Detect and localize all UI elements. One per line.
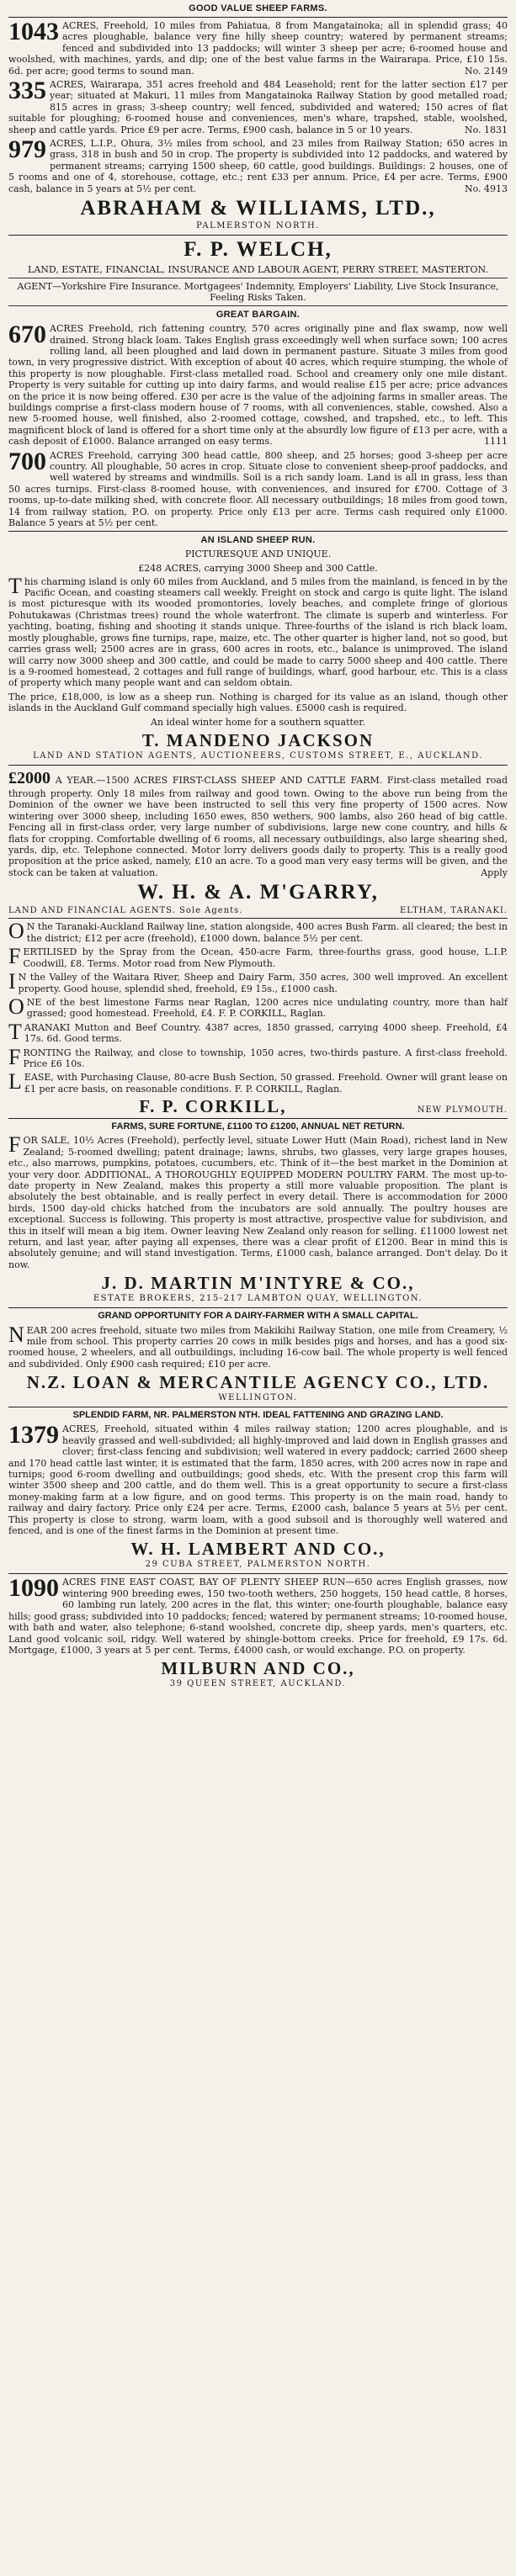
agency-agent-line: AGENT—Yorkshire Fire Insurance. Mortgagees' Indemnity, Employers' Liability, Live Stock Insurance, Feeling Risks Taken.	[17, 280, 499, 303]
section-subheading: PICTURESQUE AND UNIQUE.	[184, 549, 332, 560]
listing-ref: No. 1831	[464, 124, 508, 135]
listing	[8, 1019, 508, 1045]
listing	[8, 1423, 508, 1536]
section-heading: AN ISLAND SHEEP RUN.	[200, 535, 316, 546]
listing	[8, 1044, 508, 1070]
divider	[8, 1118, 508, 1119]
agency-name: F. P. CORKILL,	[139, 1096, 287, 1117]
listing	[8, 1322, 508, 1370]
section-heading: FARMS, SURE FORTUNE, £1100 TO £1200, ANNUAL NET RETURN.	[111, 1121, 405, 1132]
drop-cap: F	[8, 1044, 21, 1069]
listing-acres: 1090	[8, 1574, 59, 1603]
agency-description: LAND AND STATION AGENTS, AUCTIONEERS, CUSTOMS STREET, E., AUCKLAND.	[33, 750, 483, 761]
agency-description: ESTATE BROKERS, 215-217 LAMBTON QUAY, WELLINGTON.	[93, 1294, 423, 1304]
drop-cap: T	[8, 1019, 22, 1044]
section-heading: SPLENDID FARM, NR. PALMERSTON NTH. IDEAL FATTENING AND GRAZING LAND.	[72, 1410, 444, 1421]
listing	[8, 135, 508, 194]
section-welch	[8, 239, 508, 528]
agency-name: ABRAHAM & WILLIAMS, LTD.,	[80, 197, 436, 220]
listing-text: ACRES, Freehold, situated within 4 miles railway station; 1200 acres ploughable, and is heavily grassed and well-subdivided; all highly-improved and laid down in English grasses and clover; first-class fencing and subdivision; well watered in every paddock; carried 2600 sheep and 170 head cattle last winter, it is estimated that the farm, 1850 acres, with 200 acres now in rape and turnips; good 6-room dwelling and outbuildings; good sheds, etc. With the present crop this farm will winter 3500 sheep and 200 cattle, and do them well. This is a great opportunity to secure a first-class money-making farm at a low figure, and on good terms. This property is on the main road, handy to railway and dairy factory. Price only £24 per acre. Terms, £2000 cash, balance 5 years at 5½ per cent. This property is close to strong, warm loam, with a good subsoil and is thoroughly well watered and fenced, and is one of the finest farms in the Dominion at present time.	[8, 1423, 508, 1537]
listing	[8, 323, 508, 447]
divider	[8, 235, 508, 236]
listing-text: RONTING the Railway, and close to township, 1050 acres, two-thirds pasture. A first-class freehold. Price £6 10s.	[23, 1047, 508, 1069]
listing-text: NE of the best limestone Farms near Raglan, 1200 acres nice undulating country, more than half grassed; good homestead. Freehold, £4. F. P. CORKILL, Raglan.	[26, 996, 508, 1020]
agency-footer	[8, 906, 508, 915]
listing-acres: 1043	[8, 18, 59, 45]
drop-cap: O	[8, 919, 24, 944]
section-lambert	[8, 1410, 508, 1569]
divider	[8, 1307, 508, 1308]
listing	[8, 79, 508, 135]
classified-page	[0, 3, 516, 2576]
listing-ref: No. 2149	[464, 65, 508, 77]
listing	[8, 1574, 508, 1656]
section-heading: GOOD VALUE SHEEP FARMS.	[189, 3, 327, 13]
drop-cap: I	[8, 969, 16, 994]
listing-text: ACRES FINE EAST COAST, BAY OF PLENTY SHEEP RUN—650 acres English grasses, now wintering 900 breeding ewes, 150 two-tooth wethers, 250 hoggets, 150 head cattle, 8 horses, 60 lambing run lately, 200 acres in the flat, this winter; one-fourth ploughable, balance easy hills; good grass; subdivided into 10 paddocks; fenced; watered by permanent streams; 10-roomed house, with bath and water, also telephone; 6-stand woolshed, concrete dip, sheep yards, men's quarters, etc. Land good volcanic soil, ridgy. Well watered by shingle-bottom creeks. Price for freehold, £9 17s. 6d. Mortgage, £1000, 3 years at 5 per cent. Terms, £4000 cash, or would exchange. P.O. on property.	[8, 1577, 508, 1656]
divider	[8, 765, 508, 766]
listing-text: OR SALE, 10½ Acres (Freehold), perfectly level, situate Lower Hutt (Main Road), richest land in New Zealand; 5-roomed dwelling; patent drainage; lawns, shrubs, two glasses, very large grapes houses, etc., also marrows, pumpkins, potatoes, cucumbers, etc. Think of it—the best market in the Dominion at your very door. ADDITIONAL, A THOROUGHLY EQUIPPED MODERN POULTRY FARM. The most up-to-date property in New Zealand, makes this property a still more valuable proposition. The plant is absolutely the best obtainable, and is really perfect in every detail. There is accommodation for 2000 birds, 1500 day-old chicks hatched from the incubators are sold annually. The poultry houses are exceptional. Success is following. This property is most attractive, prospective value for subdivision, and this in itself will mean a big item. Owner leaving New Zealand only reason for selling. £11000 lowest net return, and last year, after paying all expenses, there was a clear profit of £1200. Bear in mind this is absolutely genuine; and will stand investigation. Terms, £1000 cash, balance arranged. Don't delay. Do it now.	[8, 1135, 508, 1270]
listing-ref: No. 4913	[464, 183, 508, 194]
listing	[8, 1132, 508, 1270]
divider	[8, 918, 508, 919]
section-milburn	[8, 1574, 508, 1689]
agency-name: W. H. & A. M'GARRY,	[137, 881, 379, 904]
agency-name: N.Z. LOAN & MERCANTILE AGENCY CO., LTD.	[26, 1372, 490, 1393]
listing-text: ACRES, L.I.P., Ohura, 3½ miles from school, and 23 miles from Railway Station; 650 acres in grass, 318 in bush and 50 in crop. The property is subdivided into 12 paddocks, and watered by permanent streams; carrying 1500 sheep, 60 cattle, good buildings. Buildings: 2 houses, one of 5 rooms and one of 4, storehouse, cottage, etc.; rent £33 per annum. Price, £4 per acre. Terms, £900 cash, balance in 5 years at 5½ per cent.	[8, 138, 508, 194]
section-corkill	[8, 921, 508, 1116]
listing-text: EASE, with Purchasing Clause, 80-acre Bush Section, 50 grassed. Freehold. Owner will grant lease on £1 per acre basis, on reasonable conditions. F. P. CORKILL, Raglan.	[24, 1072, 508, 1095]
agency-description: LAND AND FINANCIAL AGENTS. Sole Agents.	[8, 906, 243, 916]
listing-text: A YEAR.—1500 ACRES FIRST-CLASS SHEEP AND CATTLE FARM. First-class metalled road through property. Only 18 miles from railway and good town. Owing to the above run being from the Dominion of the owner we have been instructed to sell this very fine property of 1500 acres. Now wintering over 3000 sheep, including 1650 ewes, 850 wethers, 900 lambs, also 260 head of big cattle. Fencing all in first-class order, very large number of subdivisions, large new cone country, and hills & flats for cropping. Comfortable dwelling of 6 rooms, all necessary outbuildings, also large shearing shed, yards, dip, etc. Telephone connected. Motor lorry delivers goods daily to property. This is a really good proposition at the price asked, namely, £10 an acre. To a good man very easy terms will be given, and the stock can be taken at valuation.	[8, 774, 508, 878]
section-nz-loan	[8, 1311, 508, 1402]
listing	[8, 20, 508, 77]
listing-text: ACRES Freehold, rich fattening country, 570 acres originally pine and flax swamp, now well drained. Strong black loam. Takes English grass exceedingly well when surface sown; 100 acres rolling land, all been ploughed and laid down in permanent pasture. Situate 3 miles from good town, in very progressive district. With exception of about 40 acres, which require stumping, the whole of this property is now ploughable. First-class metalled road. School and creamery only one mile distant. Property is very suitable for cutting up into dairy farms, and would realise £15 per acre; price advances on the price it is now being offered. £30 per acre is the value of the adjoining farms in smaller areas. The buildings comprise a first-class modern house of 7 rooms, with all conveniences, stable, cowshed. Also a new 5-roomed house, well finished, also 2-roomed cottage, cowshed, and trapshed, etc., to left. This magnificent block of land is offered for a short time only at the absurdly low figure of £13 per acre, with a cash deposit of £1000. Balance arranged on easy terms.	[8, 323, 508, 448]
listing-text: ERTILISED by the Spray from the Ocean, 450-acre Farm, three-fourths grass, good house, L.I.P. Coodwill, £8. Terms. Motor road from New Plymouth.	[23, 946, 508, 969]
agency-location: 29 CUBA STREET, PALMERSTON NORTH.	[145, 1560, 371, 1570]
section-island-run	[8, 535, 508, 760]
agency-location: PALMERSTON NORTH.	[196, 221, 320, 231]
drop-cap: F	[8, 944, 21, 969]
section-heading: GREAT BARGAIN.	[215, 310, 301, 321]
agency-location: 39 QUEEN STREET, AUCKLAND.	[169, 1679, 347, 1689]
divider	[8, 531, 508, 532]
agency-name: W. H. LAMBERT AND CO.,	[130, 1539, 386, 1560]
agency-footer	[8, 1097, 508, 1116]
listing-paragraph: The price, £18,000, is low as a sheep run. Nothing is charged for its value as an island, though other islands in the Auckland Gulf command specially high values. £5000 cash is required.	[8, 691, 508, 714]
listing-acres: 1379	[8, 1421, 59, 1450]
listing	[8, 768, 508, 879]
agency-name: F. P. WELCH,	[184, 238, 332, 262]
listing	[8, 447, 508, 529]
drop-cap: L	[8, 1069, 22, 1095]
listing-text: ACRES Freehold, carrying 300 head cattle, 800 sheep, and 25 horses; good 3-sheep per acre country. All ploughable, 50 acres in crop. Situate close to convenient sheep-proof paddocks, and well watered by streams and windmills. Soil is a rich sandy loam. Land is all in grass, less than 50 acres turnips. First-class 8-roomed house, with conveniences, and insured for £700. Cottage of 3 rooms, up-to-date milking shed, with concrete floor. All necessary outbuildings; 18 miles from good town, 14 from railway station, P.O. on property. Price only £13 per acre. Terms cash required only £1000. Balance 5 years at 5½ per cent.	[8, 449, 508, 529]
listing	[8, 994, 508, 1020]
listing	[8, 969, 508, 994]
listing	[8, 1069, 508, 1095]
listing-text: N the Taranaki-Auckland Railway line, station alongside, 400 acres Bush Farm. all cleared; the best in the district; £12 per acre (freehold), £1000 down, balance 5½ per cent.	[26, 921, 508, 944]
section-mgarry	[8, 768, 508, 916]
listing-tagline: An ideal winter home for a southern squatter.	[151, 716, 365, 728]
listing	[8, 573, 508, 689]
divider	[8, 305, 508, 306]
agency-description: LAND, ESTATE, FINANCIAL, INSURANCE AND LABOUR AGENT, PERRY STREET, MASTERTON.	[28, 263, 488, 275]
listing-text: ACRES, Freehold, 10 miles from Pahiatua, 8 from Mangatainoka; all in splendid grass; 40 acres ploughable, balance very fine hilly sheep country; watered by permanent streams; fenced and subdivided into 13 paddocks; will winter 3 sheep per acre; 6-roomed house and woolshed, with machines, yards, and dip; one of the best value farms in the Wairarapa. Price, £10 15s. 6d. per acre; good terms to sound man.	[8, 20, 508, 77]
section-mcintyre	[8, 1121, 508, 1303]
listing-acres: 670	[8, 321, 46, 349]
listing-lead: £2000	[8, 768, 51, 787]
section-sheep-farms	[8, 3, 508, 231]
agency-name: MILBURN AND CO.,	[161, 1658, 355, 1679]
divider	[8, 17, 508, 18]
listing-ref: 1111	[484, 436, 508, 448]
agency-location: WELLINGTON.	[218, 1393, 298, 1403]
listing-text: ACRES, Wairarapa, 351 acres freehold and 484 Leasehold; rent for the latter section £17 per year; situated at Makuri, 11 miles from Mangatainoka Railway Station by good metalled road; 815 acres in grass; 3-sheep country; well fenced, subdivided and watered; 150 acres of flat suitable for ploughing; 6-roomed house and conveniences, men's whare, trapshed, stable, woolshed, sheep and cattle yards. Price £9 per acre. Terms, £900 cash, balance in 5 or 10 years.	[8, 79, 508, 135]
apply-label: Apply	[481, 867, 508, 878]
drop-cap: T	[8, 573, 22, 598]
divider	[8, 1573, 508, 1574]
agency-name: J. D. MARTIN M'INTYRE & CO.,	[101, 1273, 415, 1294]
listing	[8, 921, 508, 944]
agency-location: NEW PLYMOUTH.	[417, 1105, 508, 1116]
drop-cap: N	[8, 1322, 24, 1347]
listing-text: ARANAKI Mutton and Beef Country. 4387 acres, 1850 grassed, carrying 4000 sheep. Freehold, £4 17s. 6d. Good terms.	[24, 1021, 508, 1045]
agency-location: ELTHAM, TARANAKI.	[399, 906, 508, 916]
listing-text: EAR 200 acres freehold, situate two miles from Makikihi Railway Station, one mile from Creamery, ½ mile from school. This property carries 20 cows in milk besides pigs and horses, and has a good six-roomed house, 2 wheelers, and all outbuildings, including 16-cow bail. The whole property is well fenced and subdivided. Only £900 cash required; £10 per acre.	[8, 1324, 508, 1370]
drop-cap: O	[8, 994, 24, 1019]
listing-acres: 700	[8, 447, 46, 475]
listing-acres: 979	[8, 135, 46, 164]
drop-cap: F	[8, 1132, 21, 1158]
agency-name: T. MANDENO JACKSON	[141, 729, 375, 750]
listing-acres: 335	[8, 77, 46, 105]
section-heading: GRAND OPPORTUNITY FOR A DAIRY-FARMER WITH A SMALL CAPITAL.	[98, 1311, 418, 1322]
listing-text: N the Valley of the Waitara River, Sheep and Dairy Farm, 350 acres, 300 well improved. An excellent property. Good house, splendid shed, freehold, £9 15s., £1000 cash.	[18, 972, 508, 994]
carrying-line: £248 ACRES, carrying 3000 Sheep and 300 Cattle.	[138, 562, 378, 574]
listing	[8, 946, 508, 969]
listing-text: his charming island is only 60 miles from Auckland, and 5 miles from the mainland, is fenced in by the Pacific Ocean, and coasting steamers call weekly. Freight on stock and cargo is quite light. The island is most picturesque with its wooded promontories, lovely beaches, and complete fringe of glorious Pohutukawas (Christmas trees) round the whole waterfront. The climate is superb and winterless. For yachting, boating, fishing and shooting it stands unique. Three-fourths of the island is rich black loam, mostly ploughable, grows fine turnips, rape, maize, etc. The other quarter is higher land, not so good, but carries grass well; 2500 acres are in grass, 600 acres in roots, etc., balance is unimproved. The island will carry now 3000 sheep and 300 cattle, and could be made to carry 5000 sheep and 400 cattle. There is a 9-roomed homestead, 2 cottages and full range of buildings, wharf, good harbour, etc. This is a class of property which many people want and can seldom obtain.	[8, 575, 508, 689]
